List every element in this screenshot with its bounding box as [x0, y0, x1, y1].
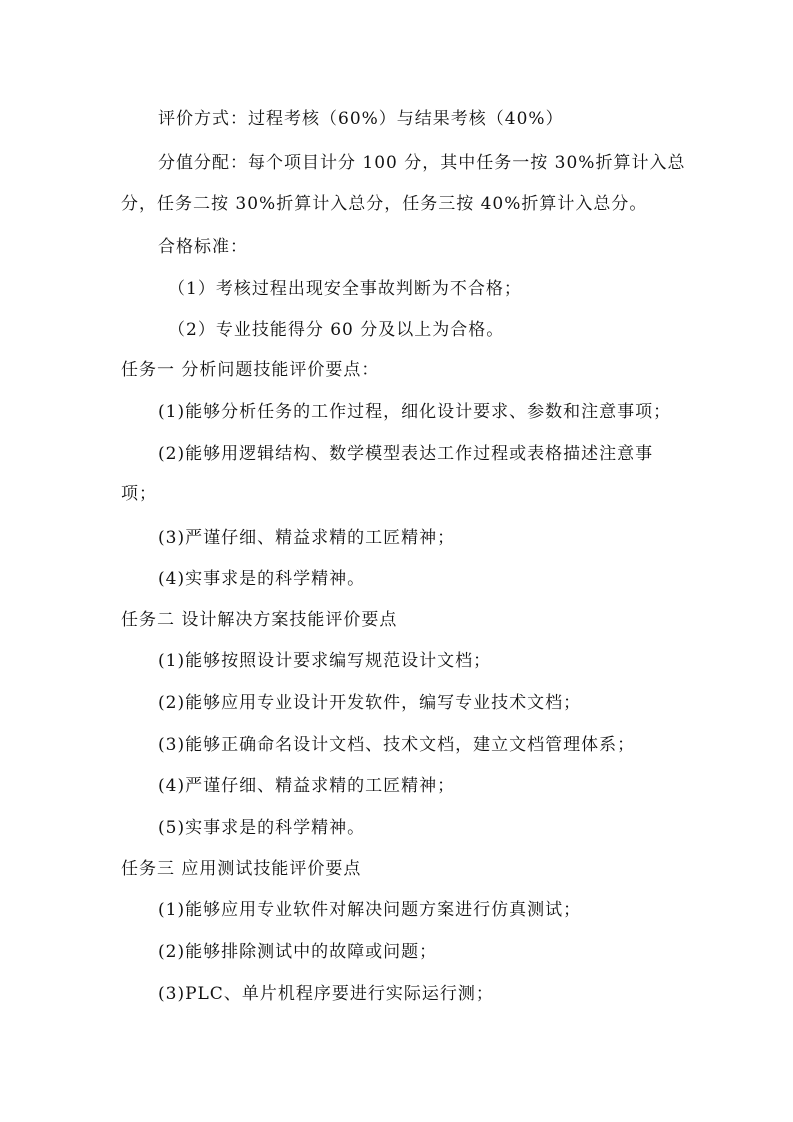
task1-item-continued: 项；	[121, 484, 157, 504]
evaluation-method: 评价方式：过程考核（60%）与结果考核（40%）	[158, 109, 564, 129]
task2-item: (3)能够正确命名设计文档、技术文档，建立文档管理体系；	[158, 735, 636, 755]
task2-item: (1)能够按照设计要求编写规范设计文档；	[158, 651, 492, 671]
task1-item: (2)能够用逻辑结构、数学模型表达工作过程或表格描述注意事	[158, 444, 654, 464]
task3-item: (2)能够排除测试中的故障或问题；	[158, 942, 438, 962]
task1-title: 任务一 分析问题技能评价要点：	[121, 360, 380, 380]
task1-item: (3)严谨仔细、精益求精的工匠精神；	[158, 528, 456, 548]
task3-title: 任务三 应用测试技能评价要点	[121, 859, 362, 879]
score-allocation-line2: 分，任务二按 30%折算计入总分，任务三按 40%折算计入总分。	[121, 194, 648, 214]
task2-item: (5)实事求是的科学精神。	[158, 818, 366, 838]
task2-item: (2)能够应用专业设计开发软件，编写专业技术文档；	[158, 693, 582, 713]
task3-item: (3)PLC、单片机程序要进行实际运行测；	[158, 984, 494, 1004]
task2-title: 任务二 设计解决方案技能评价要点	[121, 610, 398, 630]
task3-item: (1)能够应用专业软件对解决问题方案进行仿真测试；	[158, 900, 582, 920]
pass-criteria-item: （2）专业技能得分 60 分及以上为合格。	[168, 320, 505, 340]
task2-item: (4)严谨仔细、精益求精的工匠精神；	[158, 776, 456, 796]
score-allocation-line1: 分值分配：每个项目计分 100 分，其中任务一按 30%折算计入总	[158, 153, 686, 173]
task1-item: (1)能够分析任务的工作过程，细化设计要求、参数和注意事项；	[158, 402, 672, 422]
pass-criteria-title: 合格标准：	[158, 237, 248, 257]
task1-item: (4)实事求是的科学精神。	[158, 569, 366, 589]
pass-criteria-item: （1）考核过程出现安全事故判断为不合格；	[168, 279, 522, 299]
